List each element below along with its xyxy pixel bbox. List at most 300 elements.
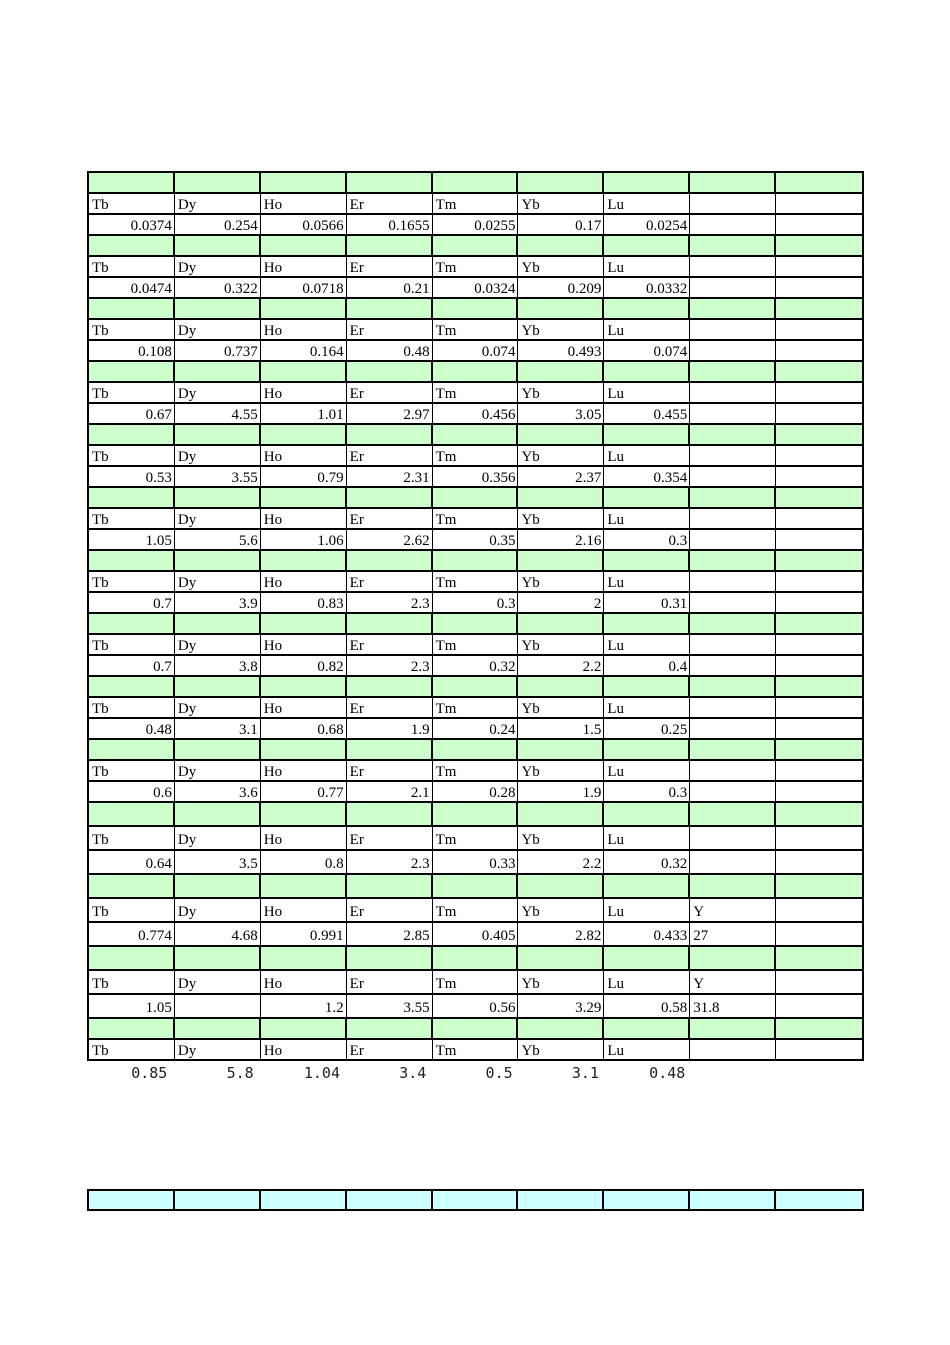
value-cell[interactable]: 31.8 — [690, 995, 776, 1017]
header-cell[interactable]: Yb — [518, 899, 604, 921]
header-cell[interactable]: Dy — [175, 572, 261, 591]
value-cell[interactable]: 0.56 — [433, 995, 519, 1017]
green-cell[interactable] — [604, 425, 690, 444]
green-cell[interactable] — [175, 677, 261, 696]
green-cell[interactable] — [261, 551, 347, 570]
green-cell[interactable] — [690, 947, 776, 969]
header-cell[interactable]: Yb — [518, 971, 604, 993]
green-cell[interactable] — [433, 236, 519, 255]
header-cell[interactable]: Dy — [175, 383, 261, 402]
header-cell[interactable] — [690, 320, 776, 339]
header-cell[interactable]: Tb — [89, 320, 175, 339]
value-cell[interactable] — [776, 467, 862, 486]
value-cell[interactable]: 2 — [518, 593, 604, 612]
value-cell[interactable]: 0.0254 — [604, 215, 690, 234]
green-cell[interactable] — [776, 236, 862, 255]
value-cell[interactable] — [690, 341, 776, 360]
green-cell[interactable] — [89, 299, 175, 318]
green-cell[interactable] — [175, 362, 261, 381]
value-cell[interactable]: 0.405 — [433, 923, 519, 945]
value-cell[interactable]: 3.1 — [175, 719, 261, 738]
value-cell[interactable]: 0.209 — [518, 278, 604, 297]
header-cell[interactable]: Ho — [261, 383, 347, 402]
header-cell[interactable] — [776, 194, 862, 213]
header-cell[interactable]: Tb — [89, 827, 175, 849]
header-cell[interactable]: Yb — [518, 761, 604, 780]
green-cell[interactable] — [776, 1019, 862, 1038]
value-cell[interactable]: 0.433 — [604, 923, 690, 945]
header-cell[interactable] — [776, 1040, 862, 1059]
green-cell[interactable] — [690, 803, 776, 825]
green-cell[interactable] — [175, 236, 261, 255]
value-cell[interactable]: 2.31 — [347, 467, 433, 486]
green-cell[interactable] — [604, 947, 690, 969]
header-cell[interactable] — [690, 383, 776, 402]
green-cell[interactable] — [690, 1019, 776, 1038]
cyan-cell[interactable] — [604, 1191, 690, 1209]
header-cell[interactable]: Er — [347, 635, 433, 654]
header-cell[interactable]: Yb — [518, 320, 604, 339]
green-cell[interactable] — [261, 740, 347, 759]
header-cell[interactable] — [776, 509, 862, 528]
green-cell[interactable] — [518, 614, 604, 633]
value-cell[interactable]: 0.83 — [261, 593, 347, 612]
header-cell[interactable]: Tm — [433, 827, 519, 849]
header-cell[interactable]: Tm — [433, 383, 519, 402]
green-cell[interactable] — [347, 173, 433, 192]
value-cell[interactable]: 0.58 — [604, 995, 690, 1017]
green-cell[interactable] — [175, 488, 261, 507]
green-cell[interactable] — [518, 425, 604, 444]
value-cell[interactable]: 0.31 — [604, 593, 690, 612]
green-cell[interactable] — [261, 1019, 347, 1038]
value-cell[interactable]: 3.5 — [175, 851, 261, 873]
value-cell[interactable]: 0.32 — [604, 851, 690, 873]
value-cell[interactable]: 3.55 — [347, 995, 433, 1017]
header-cell[interactable]: Yb — [518, 572, 604, 591]
green-cell[interactable] — [261, 677, 347, 696]
header-cell[interactable] — [776, 698, 862, 717]
green-cell[interactable] — [347, 740, 433, 759]
header-cell[interactable]: Ho — [261, 971, 347, 993]
header-cell[interactable]: Yb — [518, 827, 604, 849]
green-cell[interactable] — [175, 803, 261, 825]
green-cell[interactable] — [690, 299, 776, 318]
header-cell[interactable]: Dy — [175, 761, 261, 780]
value-cell[interactable]: 2.62 — [347, 530, 433, 549]
header-cell[interactable]: Tb — [89, 509, 175, 528]
header-cell[interactable] — [690, 827, 776, 849]
header-cell[interactable]: Tb — [89, 635, 175, 654]
green-cell[interactable] — [261, 947, 347, 969]
green-cell[interactable] — [518, 875, 604, 897]
header-cell[interactable] — [690, 1040, 776, 1059]
green-cell[interactable] — [347, 362, 433, 381]
value-cell[interactable]: 4.55 — [175, 404, 261, 423]
header-cell[interactable]: Ho — [261, 509, 347, 528]
header-cell[interactable]: Dy — [175, 509, 261, 528]
value-cell[interactable]: 0.77 — [261, 782, 347, 801]
header-cell[interactable]: Er — [347, 509, 433, 528]
header-cell[interactable]: Er — [347, 971, 433, 993]
green-cell[interactable] — [518, 488, 604, 507]
value-cell[interactable]: 0.68 — [261, 719, 347, 738]
header-cell[interactable]: Dy — [175, 635, 261, 654]
green-cell[interactable] — [690, 362, 776, 381]
green-cell[interactable] — [518, 947, 604, 969]
value-cell[interactable]: 0.33 — [433, 851, 519, 873]
green-cell[interactable] — [776, 740, 862, 759]
value-cell[interactable] — [776, 656, 862, 675]
green-cell[interactable] — [347, 947, 433, 969]
value-cell[interactable]: 0.7 — [89, 593, 175, 612]
value-cell[interactable]: 0.0374 — [89, 215, 175, 234]
green-cell[interactable] — [433, 875, 519, 897]
green-cell[interactable] — [347, 614, 433, 633]
value-cell[interactable]: 2.37 — [518, 467, 604, 486]
green-cell[interactable] — [175, 614, 261, 633]
green-cell[interactable] — [604, 299, 690, 318]
header-cell[interactable]: Er — [347, 1040, 433, 1059]
header-cell[interactable] — [776, 899, 862, 921]
header-cell[interactable]: Dy — [175, 446, 261, 465]
header-cell[interactable]: Dy — [175, 827, 261, 849]
value-cell[interactable]: 3.6 — [175, 782, 261, 801]
value-cell[interactable]: 0.32 — [433, 656, 519, 675]
green-cell[interactable] — [433, 677, 519, 696]
green-cell[interactable] — [89, 173, 175, 192]
green-cell[interactable] — [89, 236, 175, 255]
value-cell[interactable]: 0.21 — [347, 278, 433, 297]
header-cell[interactable]: Tm — [433, 257, 519, 276]
header-cell[interactable]: Dy — [175, 971, 261, 993]
value-cell[interactable]: 0.1655 — [347, 215, 433, 234]
value-cell[interactable]: 27 — [690, 923, 776, 945]
header-cell[interactable]: Lu — [604, 320, 690, 339]
header-cell[interactable]: Tb — [89, 761, 175, 780]
green-cell[interactable] — [690, 551, 776, 570]
value-cell[interactable]: 0.82 — [261, 656, 347, 675]
green-cell[interactable] — [261, 173, 347, 192]
header-cell[interactable]: Tb — [89, 971, 175, 993]
green-cell[interactable] — [690, 740, 776, 759]
green-cell[interactable] — [604, 677, 690, 696]
value-cell[interactable] — [690, 851, 776, 873]
green-cell[interactable] — [89, 677, 175, 696]
value-cell[interactable]: 0.64 — [89, 851, 175, 873]
value-cell[interactable] — [690, 656, 776, 675]
green-cell[interactable] — [433, 740, 519, 759]
green-cell[interactable] — [518, 299, 604, 318]
header-cell[interactable]: Dy — [175, 698, 261, 717]
green-cell[interactable] — [89, 551, 175, 570]
value-cell[interactable]: 0.4 — [604, 656, 690, 675]
header-cell[interactable]: Lu — [604, 194, 690, 213]
value-cell[interactable] — [776, 851, 862, 873]
header-cell[interactable]: Tb — [89, 899, 175, 921]
value-cell[interactable]: 2.3 — [347, 851, 433, 873]
green-cell[interactable] — [89, 425, 175, 444]
value-cell[interactable] — [776, 782, 862, 801]
green-cell[interactable] — [776, 551, 862, 570]
value-cell[interactable]: 2.85 — [347, 923, 433, 945]
green-cell[interactable] — [604, 803, 690, 825]
header-cell[interactable]: Ho — [261, 446, 347, 465]
value-cell[interactable]: 0.3 — [604, 530, 690, 549]
value-cell[interactable]: 0.774 — [89, 923, 175, 945]
green-cell[interactable] — [175, 740, 261, 759]
header-cell[interactable]: Lu — [604, 899, 690, 921]
value-cell[interactable]: 3.55 — [175, 467, 261, 486]
header-cell[interactable]: Tm — [433, 698, 519, 717]
value-cell[interactable] — [776, 278, 862, 297]
green-cell[interactable] — [89, 740, 175, 759]
green-cell[interactable] — [261, 614, 347, 633]
header-cell[interactable]: Tm — [433, 446, 519, 465]
value-cell[interactable]: 0.6 — [89, 782, 175, 801]
value-cell[interactable]: 0.53 — [89, 467, 175, 486]
cyan-cell[interactable] — [776, 1191, 862, 1209]
header-cell[interactable]: Ho — [261, 761, 347, 780]
green-cell[interactable] — [433, 488, 519, 507]
header-cell[interactable]: Dy — [175, 257, 261, 276]
green-cell[interactable] — [261, 362, 347, 381]
value-cell[interactable]: 2.3 — [347, 593, 433, 612]
value-cell[interactable]: 0.074 — [604, 341, 690, 360]
green-cell[interactable] — [433, 173, 519, 192]
green-cell[interactable] — [518, 551, 604, 570]
green-cell[interactable] — [433, 362, 519, 381]
header-cell[interactable]: Yb — [518, 698, 604, 717]
green-cell[interactable] — [776, 299, 862, 318]
value-cell[interactable]: 1.5 — [518, 719, 604, 738]
value-cell[interactable]: 0.737 — [175, 341, 261, 360]
value-cell[interactable]: 2.82 — [518, 923, 604, 945]
header-cell[interactable] — [690, 635, 776, 654]
header-cell[interactable]: Yb — [518, 635, 604, 654]
header-cell[interactable]: Yb — [518, 194, 604, 213]
value-cell[interactable] — [690, 593, 776, 612]
green-cell[interactable] — [518, 236, 604, 255]
header-cell[interactable] — [690, 257, 776, 276]
header-cell[interactable]: Yb — [518, 257, 604, 276]
header-cell[interactable]: Er — [347, 698, 433, 717]
green-cell[interactable] — [604, 614, 690, 633]
green-cell[interactable] — [175, 173, 261, 192]
header-cell[interactable]: Tm — [433, 320, 519, 339]
header-cell[interactable]: Lu — [604, 971, 690, 993]
value-cell[interactable]: 2.3 — [347, 656, 433, 675]
value-cell[interactable]: 1.2 — [261, 995, 347, 1017]
value-cell[interactable]: 3.8 — [175, 656, 261, 675]
green-cell[interactable] — [347, 1019, 433, 1038]
value-cell[interactable]: 0.7 — [89, 656, 175, 675]
header-cell[interactable]: Tm — [433, 971, 519, 993]
green-cell[interactable] — [89, 947, 175, 969]
header-cell[interactable]: Y — [690, 899, 776, 921]
green-cell[interactable] — [433, 1019, 519, 1038]
header-cell[interactable]: Lu — [604, 257, 690, 276]
cyan-cell[interactable] — [518, 1191, 604, 1209]
header-cell[interactable]: Ho — [261, 572, 347, 591]
value-cell[interactable] — [776, 215, 862, 234]
header-cell[interactable]: Er — [347, 899, 433, 921]
green-cell[interactable] — [175, 425, 261, 444]
green-cell[interactable] — [175, 551, 261, 570]
header-cell[interactable] — [690, 761, 776, 780]
cyan-cell[interactable] — [690, 1191, 776, 1209]
green-cell[interactable] — [604, 173, 690, 192]
green-cell[interactable] — [261, 803, 347, 825]
green-cell[interactable] — [518, 740, 604, 759]
value-cell[interactable] — [776, 719, 862, 738]
value-cell[interactable]: 0.164 — [261, 341, 347, 360]
header-cell[interactable]: Tb — [89, 194, 175, 213]
header-cell[interactable] — [776, 257, 862, 276]
header-cell[interactable]: Er — [347, 320, 433, 339]
green-cell[interactable] — [604, 1019, 690, 1038]
value-cell[interactable]: 2.1 — [347, 782, 433, 801]
header-cell[interactable] — [776, 635, 862, 654]
header-cell[interactable]: Ho — [261, 635, 347, 654]
green-cell[interactable] — [433, 947, 519, 969]
value-cell[interactable]: 0.0566 — [261, 215, 347, 234]
green-cell[interactable] — [347, 551, 433, 570]
header-cell[interactable]: Dy — [175, 899, 261, 921]
green-cell[interactable] — [347, 299, 433, 318]
green-cell[interactable] — [776, 614, 862, 633]
green-cell[interactable] — [776, 947, 862, 969]
value-cell[interactable]: 2.97 — [347, 404, 433, 423]
green-cell[interactable] — [89, 803, 175, 825]
header-cell[interactable] — [690, 698, 776, 717]
header-cell[interactable] — [690, 509, 776, 528]
value-cell[interactable]: 3.05 — [518, 404, 604, 423]
header-cell[interactable]: Lu — [604, 635, 690, 654]
header-cell[interactable]: Tb — [89, 257, 175, 276]
header-cell[interactable] — [776, 572, 862, 591]
value-cell[interactable] — [690, 278, 776, 297]
header-cell[interactable]: Ho — [261, 827, 347, 849]
green-cell[interactable] — [433, 425, 519, 444]
value-cell[interactable]: 0.991 — [261, 923, 347, 945]
header-cell[interactable]: Dy — [175, 1040, 261, 1059]
green-cell[interactable] — [89, 875, 175, 897]
cyan-cell[interactable] — [347, 1191, 433, 1209]
header-cell[interactable] — [776, 827, 862, 849]
green-cell[interactable] — [604, 488, 690, 507]
green-cell[interactable] — [776, 677, 862, 696]
green-cell[interactable] — [690, 173, 776, 192]
header-cell[interactable]: Lu — [604, 572, 690, 591]
green-cell[interactable] — [776, 173, 862, 192]
value-cell[interactable]: 0.24 — [433, 719, 519, 738]
value-cell[interactable]: 1.01 — [261, 404, 347, 423]
header-cell[interactable]: Er — [347, 761, 433, 780]
value-cell[interactable]: 0.074 — [433, 341, 519, 360]
value-cell[interactable] — [690, 530, 776, 549]
green-cell[interactable] — [776, 488, 862, 507]
green-cell[interactable] — [89, 1019, 175, 1038]
header-cell[interactable]: Lu — [604, 383, 690, 402]
header-cell[interactable]: Tm — [433, 509, 519, 528]
value-cell[interactable]: 3.9 — [175, 593, 261, 612]
header-cell[interactable]: Y — [690, 971, 776, 993]
value-cell[interactable]: 0.493 — [518, 341, 604, 360]
cyan-cell[interactable] — [175, 1191, 261, 1209]
value-cell[interactable]: 5.6 — [175, 530, 261, 549]
green-cell[interactable] — [261, 488, 347, 507]
value-cell[interactable]: 1.05 — [89, 995, 175, 1017]
header-cell[interactable]: Tm — [433, 761, 519, 780]
green-cell[interactable] — [347, 236, 433, 255]
value-cell[interactable] — [690, 719, 776, 738]
header-cell[interactable]: Ho — [261, 257, 347, 276]
header-cell[interactable]: Lu — [604, 698, 690, 717]
value-cell[interactable]: 0.67 — [89, 404, 175, 423]
header-cell[interactable]: Er — [347, 572, 433, 591]
value-cell[interactable]: 0.108 — [89, 341, 175, 360]
header-cell[interactable] — [690, 572, 776, 591]
value-cell[interactable]: 1.06 — [261, 530, 347, 549]
header-cell[interactable]: Lu — [604, 509, 690, 528]
header-cell[interactable]: Tm — [433, 194, 519, 213]
value-cell[interactable]: 0.25 — [604, 719, 690, 738]
value-cell[interactable]: 0.17 — [518, 215, 604, 234]
green-cell[interactable] — [261, 425, 347, 444]
value-cell[interactable]: 0.8 — [261, 851, 347, 873]
value-cell[interactable]: 0.28 — [433, 782, 519, 801]
green-cell[interactable] — [347, 425, 433, 444]
value-cell[interactable]: 2.16 — [518, 530, 604, 549]
green-cell[interactable] — [690, 614, 776, 633]
value-cell[interactable] — [776, 995, 862, 1017]
green-cell[interactable] — [433, 614, 519, 633]
value-cell[interactable]: 0.35 — [433, 530, 519, 549]
value-cell[interactable]: 0.0474 — [89, 278, 175, 297]
green-cell[interactable] — [175, 1019, 261, 1038]
green-cell[interactable] — [690, 236, 776, 255]
header-cell[interactable]: Tm — [433, 899, 519, 921]
green-cell[interactable] — [433, 551, 519, 570]
header-cell[interactable]: Tm — [433, 572, 519, 591]
header-cell[interactable]: Dy — [175, 194, 261, 213]
header-cell[interactable]: Lu — [604, 1040, 690, 1059]
value-cell[interactable] — [690, 404, 776, 423]
header-cell[interactable]: Ho — [261, 1040, 347, 1059]
value-cell[interactable]: 0.48 — [347, 341, 433, 360]
green-cell[interactable] — [175, 947, 261, 969]
header-cell[interactable] — [776, 971, 862, 993]
value-cell[interactable] — [776, 341, 862, 360]
value-cell[interactable]: 0.79 — [261, 467, 347, 486]
header-cell[interactable]: Tm — [433, 635, 519, 654]
value-cell[interactable] — [690, 467, 776, 486]
header-cell[interactable] — [776, 320, 862, 339]
header-cell[interactable]: Ho — [261, 698, 347, 717]
value-cell[interactable]: 0.254 — [175, 215, 261, 234]
green-cell[interactable] — [89, 614, 175, 633]
header-cell[interactable]: Er — [347, 194, 433, 213]
value-cell[interactable] — [690, 782, 776, 801]
green-cell[interactable] — [604, 740, 690, 759]
green-cell[interactable] — [89, 362, 175, 381]
green-cell[interactable] — [604, 362, 690, 381]
value-cell[interactable]: 4.68 — [175, 923, 261, 945]
green-cell[interactable] — [347, 875, 433, 897]
header-cell[interactable]: Yb — [518, 509, 604, 528]
value-cell[interactable]: 0.0324 — [433, 278, 519, 297]
